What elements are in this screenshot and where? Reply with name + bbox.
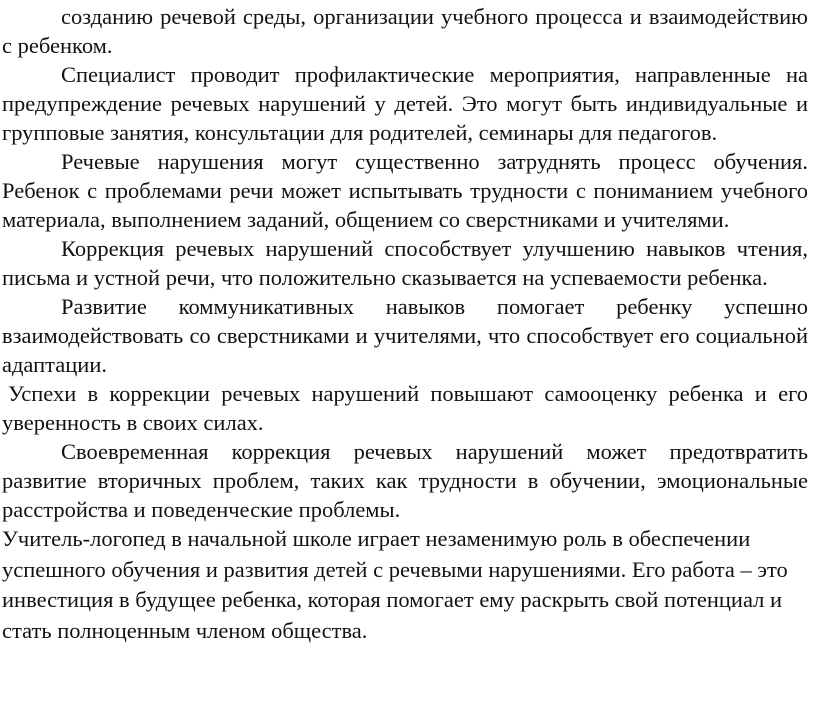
paragraph-communication: Развитие коммуникативных навыков помогает ребенку успешно взаимодействовать со сверстниками и учителями, что способствует его социальной адаптации. [2,294,808,377]
paragraph-timely-correction: Своевременная коррекция речевых нарушений может предотвратить развитие вторичных проблем, таких как трудности в обучении, эмоциональные расстройства и поведенческие проблемы. [2,439,808,522]
paragraph-correction-skills: Коррекция речевых нарушений способствует улучшению навыков чтения, письма и устной речи, что положительно сказывается на успеваемости ребенка. [2,236,808,290]
paragraph-learning-difficulties: Речевые нарушения могут существенно затруднять процесс обучения. Ребенок с проблемами речи может испытывать трудности с пониманием учебного материала, выполнением заданий, общением со сверстниками и учителями. [2,149,808,232]
paragraph-conclusion: Учитель-логопед в начальной школе играет незаменимую роль в обеспечении успешного обучения и развития детей с речевыми нарушениями. Его работа – это инвестиция в будущее ребенка, которая помогает ему раскрыть свой потенциал и стать полноценным членом общества. [2,526,788,643]
paragraph-speech-environment: созданию речевой среды, организации учебного процесса и взаимодействию с ребенком. [2,4,808,58]
paragraph-self-esteem: Успехи в коррекции речевых нарушений повышают самооценку ребенка и его уверенность в своих силах. [2,381,808,435]
paragraph-prevention: Специалист проводит профилактические мероприятия, направленные на предупреждение речевых нарушений у детей. Это могут быть индивидуальные и групповые занятия, консультации для родителей, семинары для педагогов. [2,62,808,145]
